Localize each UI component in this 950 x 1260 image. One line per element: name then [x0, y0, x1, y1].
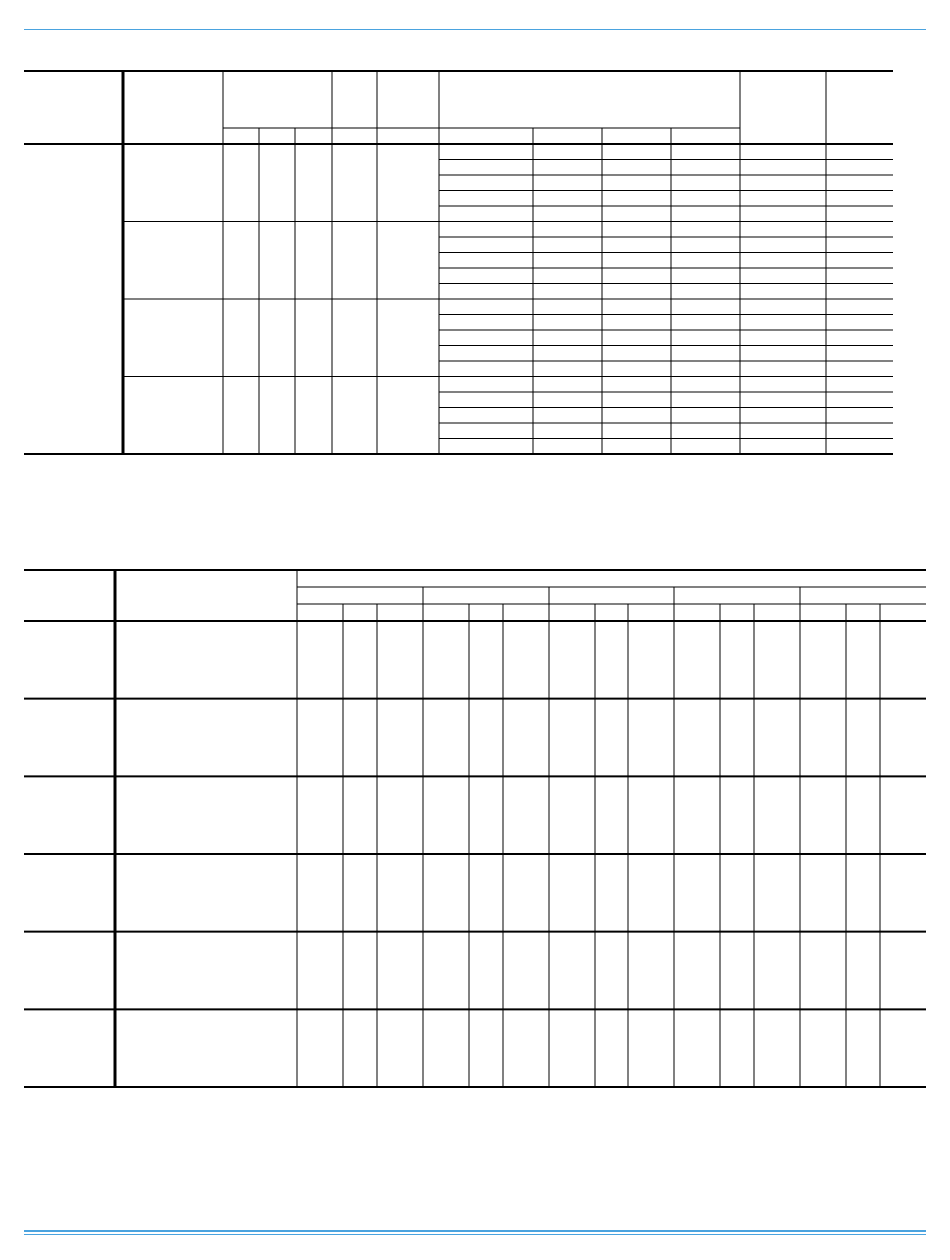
footer-rule: [24, 1230, 926, 1232]
footer-rule-thin: [24, 1234, 926, 1235]
